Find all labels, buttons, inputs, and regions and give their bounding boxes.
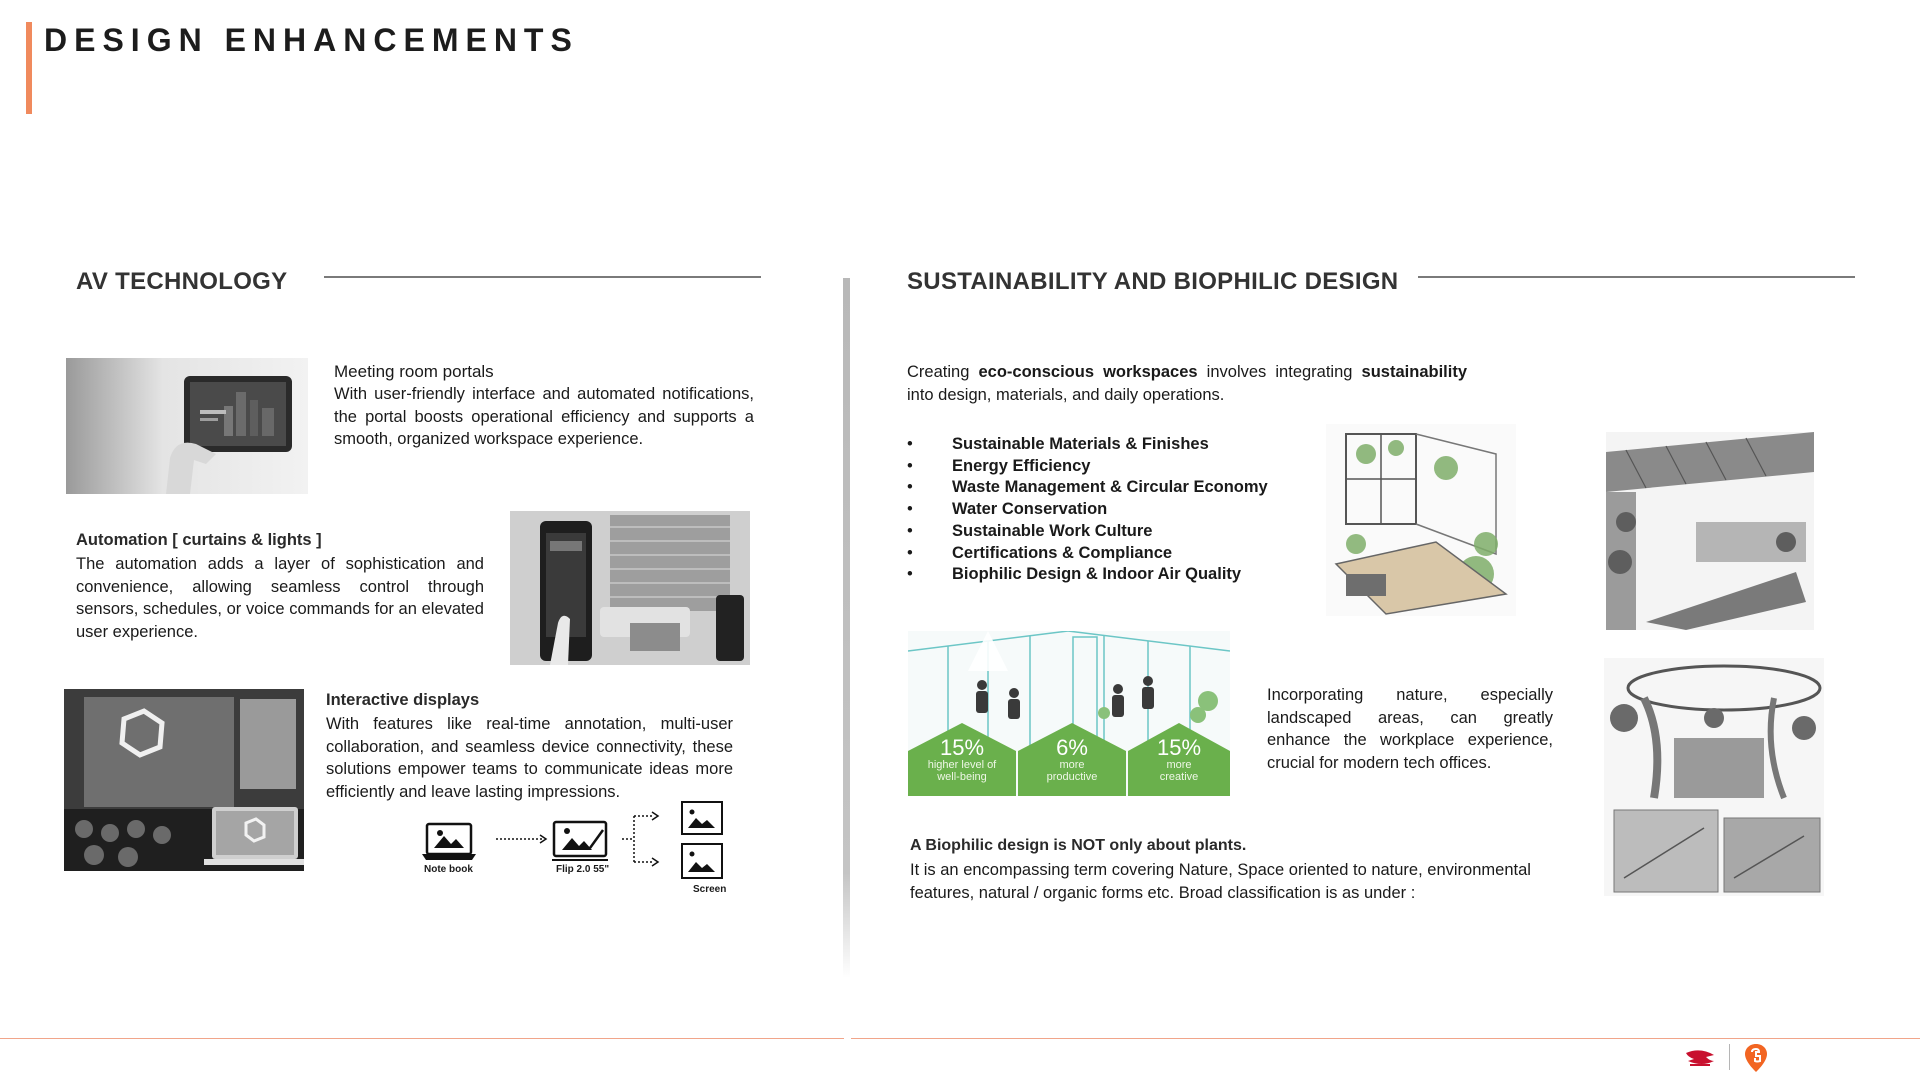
stat-value-creative: 15% bbox=[1156, 735, 1202, 760]
bullet-item: • Sustainable Work Culture bbox=[907, 521, 1268, 543]
bullet-item: • Water Conservation bbox=[907, 499, 1268, 521]
connectivity-diagram bbox=[420, 800, 740, 900]
stat-label-creative: more creative bbox=[1159, 759, 1199, 783]
green-office-sketch bbox=[1326, 424, 1516, 616]
automation-text: The automation adds a layer of sophistication and convenience, allowing seamless control through sensors, schedules, or voice commands for an elevated user experience. bbox=[76, 555, 484, 641]
biophilic-title: A Biophilic design is NOT only about plants. bbox=[910, 837, 1247, 854]
sustainability-intro: Creating eco-conscious workspaces involves integrating sustainability into design, materials, and daily operations. bbox=[907, 363, 1467, 404]
bullet-item: • Biophilic Design & Indoor Air Quality bbox=[907, 564, 1268, 586]
logo-separator bbox=[1729, 1044, 1730, 1070]
page-title: DESIGN ENHANCEMENTS bbox=[44, 22, 579, 58]
biophilic-text: It is an encompassing term covering Nature, Space oriented to nature, environmental features, natural / organic forms etc. Broad classification is as under : bbox=[910, 861, 1531, 902]
bullet-item: • Waste Management & Circular Economy bbox=[907, 477, 1268, 499]
accent-bar bbox=[26, 22, 32, 114]
stat-label-wellbeing: higher level of well-being bbox=[927, 759, 997, 783]
interactive-displays-text: With features like real-time annotation, multi-user collaboration, and seamless device connectivity, these solutions empower teams to communicate ideas more efficiently and leave lasting impressions. bbox=[326, 715, 733, 801]
nature-text: Incorporating nature, especially landscaped areas, can greatly enhance the workplace experience, crucial for modern tech offices. bbox=[1267, 686, 1553, 772]
bullet-item: • Certifications & Compliance bbox=[907, 543, 1268, 565]
automation-title: Automation [ curtains & lights ] bbox=[76, 531, 322, 549]
screen-label: Screen bbox=[693, 884, 727, 895]
automation-image bbox=[510, 511, 750, 665]
stat-value-productive: 6% bbox=[1056, 735, 1088, 760]
atrium-sketch-collage bbox=[1604, 658, 1824, 896]
office-interior-sketch bbox=[1606, 432, 1814, 630]
av-section-title: AV TECHNOLOGY bbox=[76, 268, 288, 295]
interactive-displays-title: Interactive displays bbox=[326, 691, 480, 709]
meeting-portal-image bbox=[66, 358, 308, 494]
footer-line-left bbox=[0, 1038, 844, 1039]
notebook-icon bbox=[422, 824, 476, 860]
screen-icon-bottom bbox=[682, 844, 722, 878]
swiggy-logo-icon bbox=[1744, 1043, 1768, 1073]
meeting-portal-title: Meeting room portals bbox=[334, 362, 494, 381]
notebook-label: Note book bbox=[424, 864, 473, 875]
stat-value-wellbeing: 15% bbox=[939, 735, 985, 760]
sustainability-section-title: SUSTAINABILITY AND BIOPHILIC DESIGN bbox=[907, 268, 1399, 295]
bullet-item: • Sustainable Materials & Finishes bbox=[907, 434, 1268, 456]
flip-display-icon bbox=[552, 822, 608, 860]
sustainability-bullet-list bbox=[907, 434, 1268, 586]
interactive-display-image bbox=[64, 689, 304, 871]
screen-icon-top bbox=[682, 802, 722, 834]
meeting-portal-text: With user-friendly interface and automated notifications, the portal boosts operational efficiency and supports a smooth, organized workspace experience. bbox=[334, 385, 754, 448]
footer-line-right bbox=[851, 1038, 1920, 1039]
bullet-item: • Energy Efficiency bbox=[907, 456, 1268, 478]
sustainability-title-rule bbox=[1418, 276, 1855, 278]
av-title-rule bbox=[324, 276, 761, 278]
flip-label: Flip 2.0 55" bbox=[556, 864, 610, 875]
bird-logo-icon bbox=[1684, 1047, 1716, 1071]
biophilic-stats-panel bbox=[908, 631, 1230, 796]
section-divider bbox=[843, 278, 850, 978]
stat-label-productive: more productive bbox=[1046, 759, 1098, 783]
